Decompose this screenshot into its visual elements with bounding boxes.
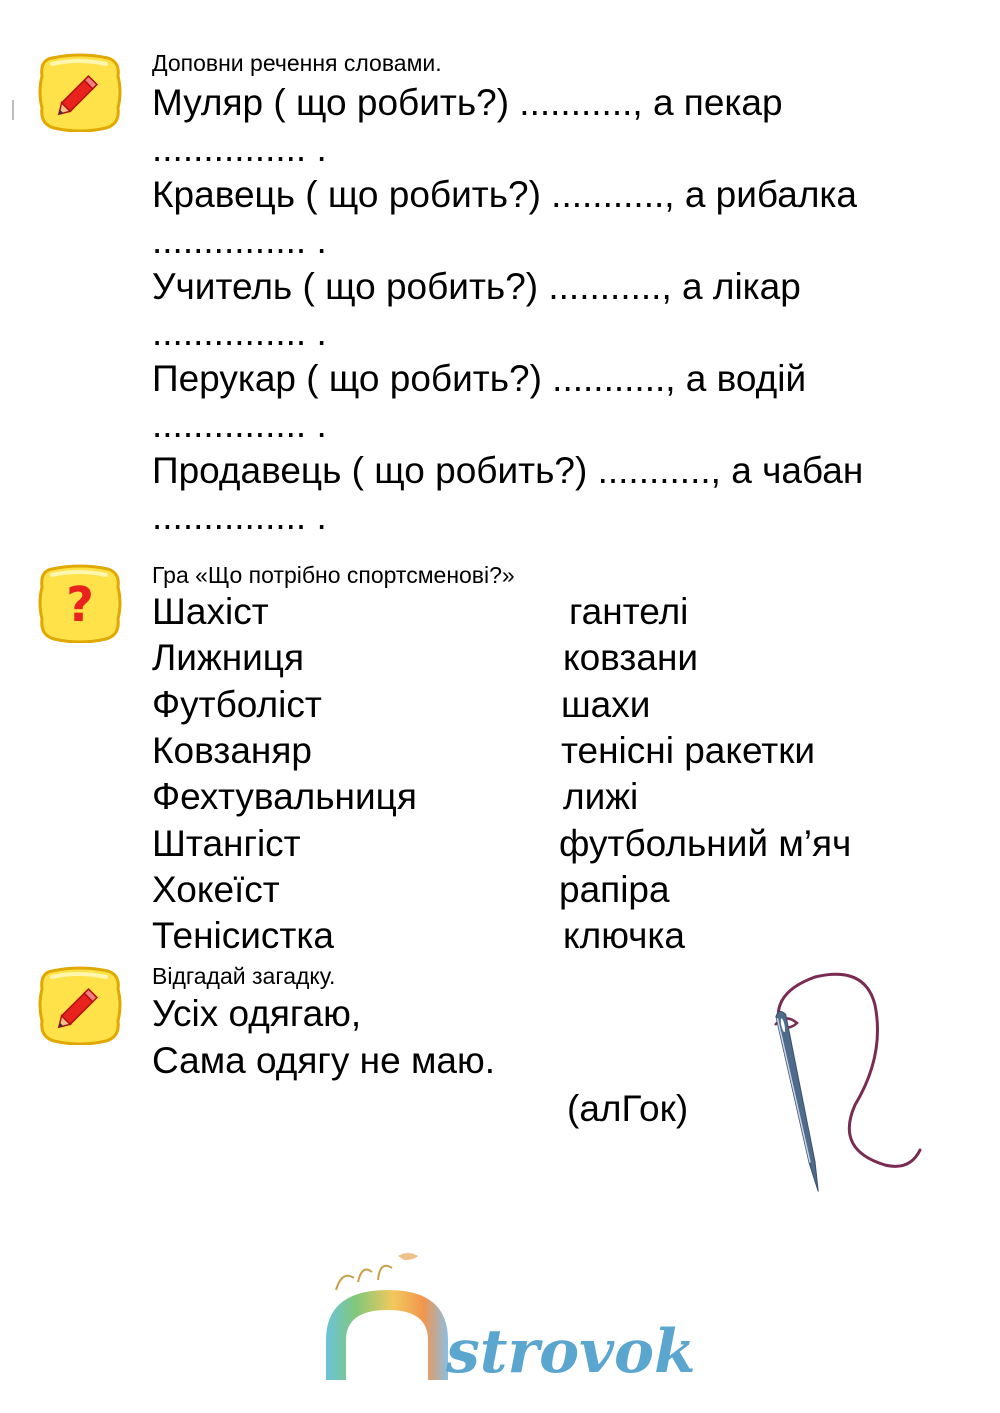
- item-4: тенісні ракетки: [561, 730, 816, 771]
- item-6: футбольний м’яч: [559, 823, 852, 864]
- sentence-5: Продавець ( що робить?) ..........., а чабан: [152, 450, 864, 491]
- task2-title: Гра «Що потрібно спортсменові?»: [152, 562, 515, 588]
- blank-1[interactable]: ............... .: [152, 128, 327, 169]
- item-7: рапіра: [559, 869, 670, 910]
- task3-title: Відгадай загадку.: [152, 963, 336, 989]
- sentence-1: Муляр ( що робить?) ..........., а пекар: [152, 82, 783, 123]
- blank-2[interactable]: ............... .: [152, 220, 327, 261]
- riddle-answer: (алГок): [567, 1088, 689, 1129]
- athlete-2: Лижниця: [152, 637, 305, 678]
- blank-4[interactable]: ............... .: [152, 404, 327, 445]
- item-8: ключка: [563, 915, 685, 956]
- blank-5[interactable]: ............... .: [152, 496, 327, 537]
- question-badge-icon: [38, 563, 122, 643]
- sentence-3: Учитель ( що робить?) ..........., а лікар: [152, 266, 801, 307]
- athlete-3: Футболіст: [152, 684, 322, 725]
- item-3: шахи: [561, 684, 651, 725]
- pencil-badge-icon: [38, 52, 122, 132]
- logo-text: strovok: [446, 1317, 696, 1387]
- needle-thread-icon: [735, 965, 975, 1205]
- athlete-8: Тенісистка: [152, 915, 334, 956]
- blank-3[interactable]: ............... .: [152, 312, 327, 353]
- athlete-4: Ковзаняр: [152, 730, 312, 771]
- riddle-line-2: Сама одягу не маю.: [152, 1040, 496, 1081]
- sentence-4: Перукар ( що робить?) ..........., а водій: [152, 358, 807, 399]
- athlete-7: Хокеїст: [152, 869, 280, 910]
- pencil-badge-icon: [38, 965, 122, 1045]
- svg-text:?: ?: [66, 577, 94, 633]
- item-2: ковзани: [563, 637, 699, 678]
- athlete-1: Шахіст: [152, 591, 269, 632]
- sentence-2: Кравець ( що робить?) ..........., а рибалка: [152, 174, 858, 215]
- margin-mark: [12, 100, 14, 120]
- athlete-5: Фехтувальниця: [152, 776, 417, 817]
- athlete-6: Штангіст: [152, 823, 301, 864]
- riddle-line-1: Усіх одягаю,: [152, 993, 362, 1034]
- item-1: гантелі: [569, 591, 689, 632]
- task1-title: Доповни речення словами.: [152, 50, 442, 76]
- item-5: лижі: [563, 776, 639, 817]
- ostrovok-logo: [318, 1250, 758, 1390]
